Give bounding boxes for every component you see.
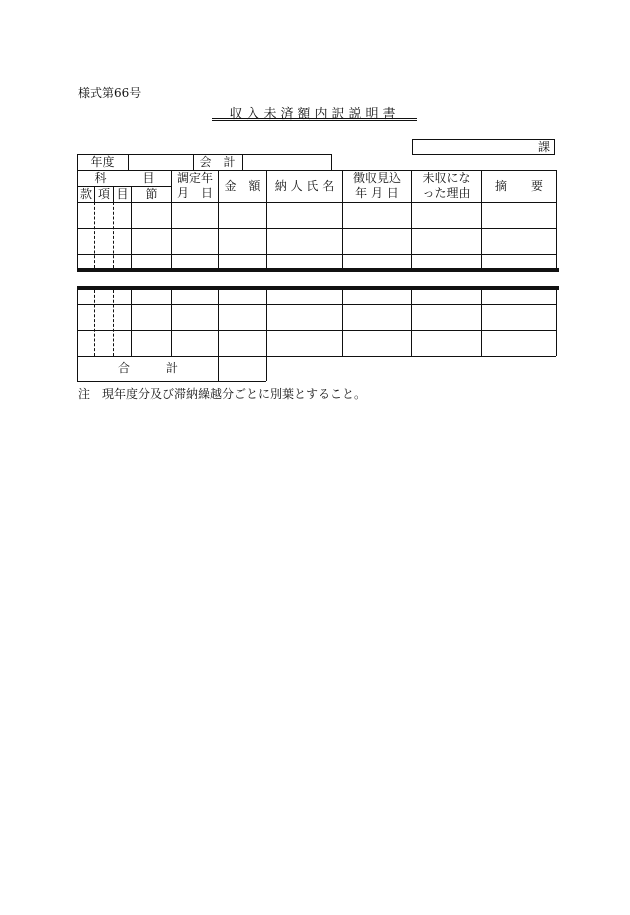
col-rule	[481, 286, 482, 356]
uncollected-reason-line2: った理由	[422, 186, 471, 200]
department-label: 課	[537, 140, 550, 154]
fiscal-year-field[interactable]	[128, 154, 193, 170]
kan-header: 款	[79, 186, 92, 201]
col-rule	[331, 154, 332, 170]
account-label: 会 計	[199, 154, 236, 169]
assessment-date-header	[172, 170, 218, 202]
row-rule	[77, 202, 556, 203]
expected-collection-header	[343, 170, 411, 202]
payer-name-header: 納 人 氏 名	[274, 178, 335, 193]
form-number: 様式第66号	[78, 86, 142, 100]
total-label: 合 計	[117, 361, 178, 375]
col-rule	[171, 286, 172, 356]
col-rule	[411, 286, 412, 356]
setsu-header: 節	[145, 186, 158, 201]
amount-header: 金 額	[224, 178, 261, 193]
section-break-top	[77, 268, 559, 272]
department-field[interactable]	[412, 139, 555, 155]
col-rule	[342, 286, 343, 356]
footnote: 注 現年度分及び滞納繰越分ごとに別葉とすること。	[78, 387, 367, 401]
sub-col-rule	[94, 290, 95, 356]
col-rule	[556, 170, 557, 272]
col-rule	[556, 286, 557, 356]
total-amount-field[interactable]	[219, 356, 266, 381]
col-rule	[131, 286, 132, 356]
sub-col-rule	[113, 290, 114, 356]
fiscal-year-label: 年度	[90, 154, 115, 169]
uncollected-reason-header	[412, 170, 481, 202]
remarks-header: 摘 要	[494, 178, 543, 193]
row-rule	[77, 304, 556, 305]
section-break-bottom	[77, 286, 559, 290]
assessment-date-line2: 月 日	[176, 186, 213, 200]
assessment-date-line1: 調定年	[176, 171, 213, 185]
title-underline	[212, 118, 417, 121]
kou-header: 項	[97, 186, 110, 201]
moku-header: 目	[116, 186, 129, 201]
row-rule	[77, 330, 556, 331]
expected-collection-line2: 年 月 日	[355, 186, 399, 200]
row-rule	[77, 228, 556, 229]
document-title: 収入未済額内訳説明書	[229, 107, 400, 122]
expected-collection-line1: 徴収見込	[352, 171, 401, 185]
account-field[interactable]	[242, 154, 331, 170]
sub-col-rule	[94, 202, 95, 268]
uncollected-reason-line1: 未収にな	[422, 171, 471, 185]
sub-col-rule	[113, 202, 114, 268]
row-rule	[77, 254, 556, 255]
row-rule	[77, 381, 266, 382]
col-rule	[266, 286, 267, 381]
subject-header: 科 目	[94, 170, 155, 185]
